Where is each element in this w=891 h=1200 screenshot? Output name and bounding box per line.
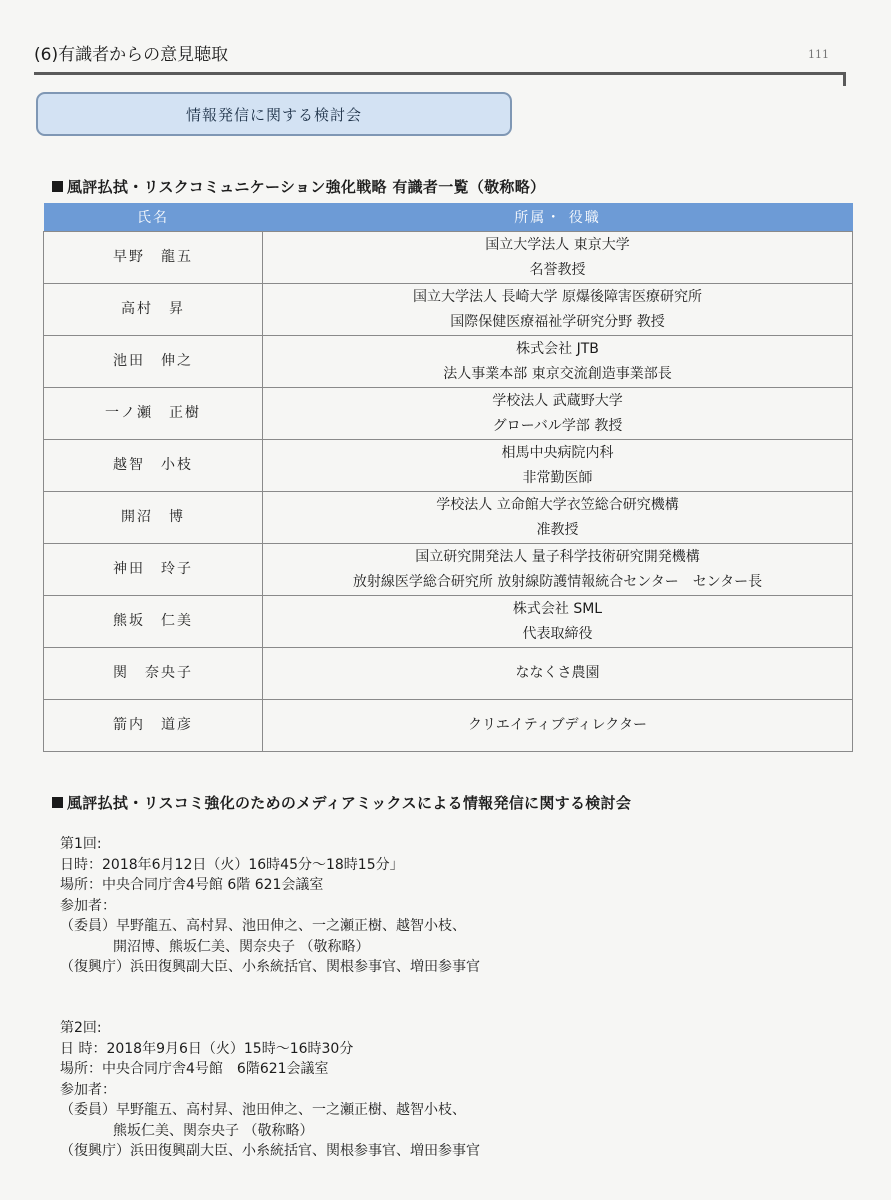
member-name: 一ノ瀬 正樹 bbox=[44, 388, 263, 440]
title-box bbox=[36, 92, 512, 136]
meeting-datetime: 日時：2018年6月12日（火）16時45分～18時15分」 bbox=[60, 856, 404, 873]
table-row bbox=[44, 440, 853, 492]
media-mix-heading bbox=[52, 792, 631, 813]
member-name: 越智 小枝 bbox=[44, 440, 263, 492]
member-name: 箭内 道彦 bbox=[44, 700, 263, 752]
member-name: 神田 玲子 bbox=[44, 544, 263, 596]
meeting-2 bbox=[60, 1018, 480, 1162]
committee-members: （委員）早野龍五、高村昇、池田伸之、一之瀬正樹、越智小枝、 bbox=[60, 1102, 466, 1118]
committee-members: （委員）早野龍五、高村昇、池田伸之、一之瀬正樹、越智小枝、 bbox=[60, 918, 466, 934]
member-affiliation: 株式会社 SML 代表取締役 bbox=[263, 596, 853, 648]
section-heading: (6)有識者からの意見聴取 bbox=[34, 45, 229, 65]
participants-label: 参加者： bbox=[60, 897, 116, 914]
meeting-round: 第2回: bbox=[60, 1020, 102, 1036]
header-rule-tick bbox=[843, 72, 846, 86]
member-affiliation: 国立大学法人 長崎大学 原爆後障害医療研究所 国際保健医療福祉学研究分野 教授 bbox=[263, 284, 853, 336]
member-name: 池田 伸之 bbox=[44, 336, 263, 388]
roster-heading-text: 風評払拭・リスクコミュニケーション強化戦略 有識者一覧（敬称略） bbox=[67, 178, 546, 196]
table-row bbox=[44, 336, 853, 388]
table-row bbox=[44, 648, 853, 700]
participants-label: 参加者： bbox=[60, 1081, 116, 1098]
member-name: 開沼 博 bbox=[44, 492, 263, 544]
page-number: 111 bbox=[808, 48, 829, 61]
member-name: 関 奈央子 bbox=[44, 648, 263, 700]
member-affiliation: 学校法人 武蔵野大学 グローバル学部 教授 bbox=[263, 388, 853, 440]
member-name: 高村 昇 bbox=[44, 284, 263, 336]
member-affiliation: 国立大学法人 東京大学 名誉教授 bbox=[263, 232, 853, 284]
square-bullet-icon bbox=[52, 797, 63, 808]
roster-heading bbox=[52, 176, 545, 197]
table-row bbox=[44, 492, 853, 544]
member-affiliation: 学校法人 立命館大学衣笠総合研究機構 准教授 bbox=[263, 492, 853, 544]
column-header-affiliation: 所属・ 役職 bbox=[263, 203, 853, 232]
member-name: 熊坂 仁美 bbox=[44, 596, 263, 648]
member-affiliation: 株式会社 JTB 法人事業本部 東京交流創造事業部長 bbox=[263, 336, 853, 388]
table-row bbox=[44, 544, 853, 596]
meeting-datetime: 日 時：2018年9月6日（火）15時～16時30分 bbox=[60, 1040, 354, 1057]
member-affiliation: 相馬中央病院内科 非常勤医師 bbox=[263, 440, 853, 492]
header-rule bbox=[34, 72, 846, 75]
table-row bbox=[44, 700, 853, 752]
committee-members-continued: 熊坂仁美、関奈央子 （敬称略） bbox=[113, 1122, 314, 1139]
column-header-name: 氏名 bbox=[44, 203, 263, 232]
member-affiliation: ななくさ農園 bbox=[263, 648, 853, 700]
table-row bbox=[44, 596, 853, 648]
table-row bbox=[44, 388, 853, 440]
committee-members-continued: 開沼博、熊坂仁美、関奈央子 （敬称略） bbox=[113, 938, 370, 955]
agency-participants: （復興庁）浜田復興副大臣、小糸統括官、関根参事官、増田参事官 bbox=[60, 959, 480, 975]
table-row bbox=[44, 284, 853, 336]
media-mix-heading-text: 風評払拭・リスコミ強化のためのメディアミックスによる情報発信に関する検討会 bbox=[67, 794, 632, 812]
meeting-place: 場所：中央合同庁舎4号館 6階621会議室 bbox=[60, 1061, 329, 1077]
member-affiliation: クリエイティブディレクター bbox=[263, 700, 853, 752]
meeting-1 bbox=[60, 834, 480, 978]
member-affiliation: 国立研究開発法人 量子科学技術研究開発機構 放射線医学総合研究所 放射線防護情報統合センター センター長 bbox=[263, 544, 853, 596]
roster-table bbox=[43, 203, 853, 752]
title-box-label: 情報発信に関する検討会 bbox=[185, 105, 362, 124]
roster-header-row bbox=[44, 203, 853, 232]
square-bullet-icon bbox=[52, 181, 63, 192]
agency-participants: （復興庁）浜田復興副大臣、小糸統括官、関根参事官、増田参事官 bbox=[60, 1143, 480, 1159]
meeting-round: 第1回: bbox=[60, 836, 102, 852]
meeting-place: 場所：中央合同庁舎4号館 6階 621会議室 bbox=[60, 877, 324, 893]
member-name: 早野 龍五 bbox=[44, 232, 263, 284]
table-row bbox=[44, 232, 853, 284]
